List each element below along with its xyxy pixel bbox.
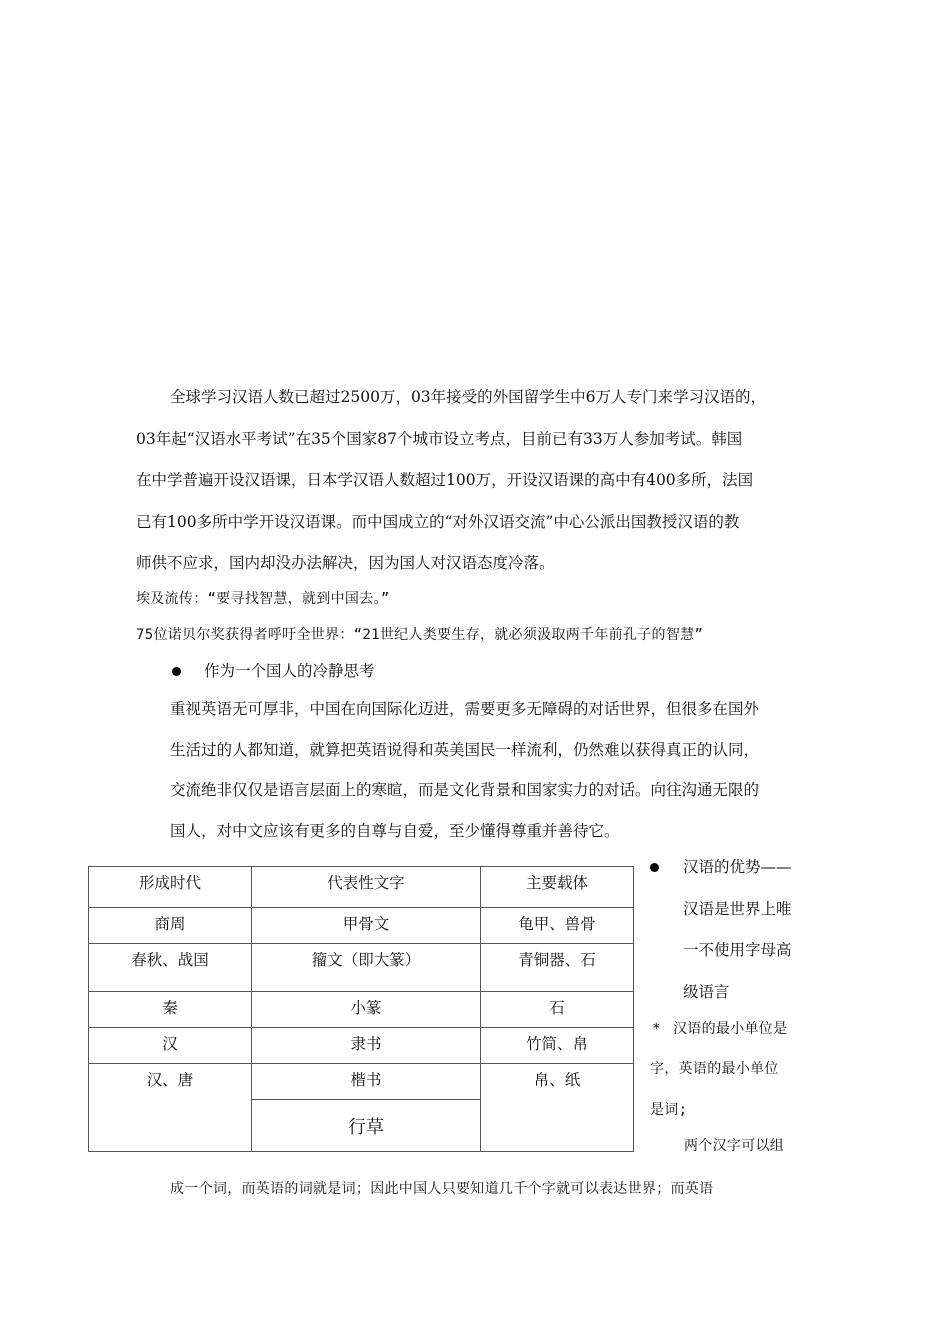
table-cell: 商周 xyxy=(89,908,252,944)
table-cell: 小篆 xyxy=(252,992,481,1028)
sidebar-line: 汉语的最小单位是 xyxy=(673,1021,788,1037)
sidebar-line: 级语言 xyxy=(683,983,730,1001)
paragraph-line: 成一个词，而英语的词就是词；因此中国人只要知道几千个字就可以表达世界；而英语 xyxy=(170,1181,714,1197)
table-cell: 汉 xyxy=(89,1028,252,1064)
table-cell: 石 xyxy=(481,992,634,1028)
table-cell: 竹简、帛 xyxy=(481,1028,634,1064)
sidebar-line: 是词; xyxy=(650,1102,688,1118)
sidebar-line: 字，英语的最小单位 xyxy=(650,1061,779,1077)
table-header: 形成时代 xyxy=(89,867,252,908)
paragraph-line: 交流绝非仅仅是语言层面上的寒暄，而是文化背景和国家实力的对话。向往沟通无限的 xyxy=(170,781,760,799)
table-header: 主要载体 xyxy=(481,867,634,908)
quote-egypt: 埃及流传：“要寻找智慧，就到中国去。” xyxy=(136,591,390,607)
bullet-icon xyxy=(172,667,181,676)
table-cell: 隶书 xyxy=(252,1028,481,1064)
script-evolution-table xyxy=(88,866,634,1152)
table-cell: 行草 xyxy=(252,1100,481,1152)
paragraph-line: 生活过的人都知道，就算把英语说得和英美国民一样流利，仍然难以获得真正的认同， xyxy=(170,741,760,759)
table-cell: 春秋、战国 xyxy=(89,944,252,992)
section-heading: 作为一个国人的冷静思考 xyxy=(204,662,375,680)
paragraph-line: 已有100多所中学开设汉语课。而中国成立的“对外汉语交流”中心公派出国教授汉语的教 xyxy=(136,513,740,531)
table-cell: 青铜器、石 xyxy=(481,944,634,992)
sidebar-line: 一不使用字母高 xyxy=(683,941,792,959)
paragraph-line: 国人，对中文应该有更多的自尊与自爱，至少懂得尊重并善待它。 xyxy=(170,822,620,840)
paragraph-line: 全球学习汉语人数已超过2500万，03年接受的外国留学生中6万人专门来学习汉语的， xyxy=(170,388,767,406)
table-cell: 甲骨文 xyxy=(252,908,481,944)
table-cell: 秦 xyxy=(89,992,252,1028)
table-cell: 帛、纸 xyxy=(481,1064,634,1152)
quote-nobel: 75位诺贝尔奖获得者呼吁全世界：“21世纪人类要生存，就必须汲取两千年前孔子的智慧” xyxy=(136,627,704,643)
paragraph-line: 重视英语无可厚非，中国在向国际化迈进，需要更多无障碍的对话世界，但很多在国外 xyxy=(170,700,760,718)
bullet-icon xyxy=(650,863,659,872)
table-header: 代表性文字 xyxy=(252,867,481,908)
paragraph-line: 03年起“汉语水平考试”在35个国家87个城市设立考点，目前已有33万人参加考试。韩国 xyxy=(136,430,743,448)
sidebar-heading: 汉语的优势—— xyxy=(683,858,792,876)
sidebar-line: 两个汉字可以组 xyxy=(684,1138,785,1154)
table-cell: 龟甲、兽骨 xyxy=(481,908,634,944)
table-cell: 汉、唐 xyxy=(89,1064,252,1152)
paragraph-line: 在中学普遍开设汉语课，日本学汉语人数超过100万，开设汉语课的高中有400多所，法国 xyxy=(136,471,754,489)
sidebar-line: 汉语是世界上唯 xyxy=(683,900,792,918)
star-marker: * xyxy=(652,1021,661,1037)
paragraph-line: 师供不应求，国内却没办法解决，因为国人对汉语态度冷落。 xyxy=(136,554,555,572)
table-cell: 楷书 xyxy=(252,1064,481,1100)
table-cell: 籀文（即大篆） xyxy=(252,944,481,992)
